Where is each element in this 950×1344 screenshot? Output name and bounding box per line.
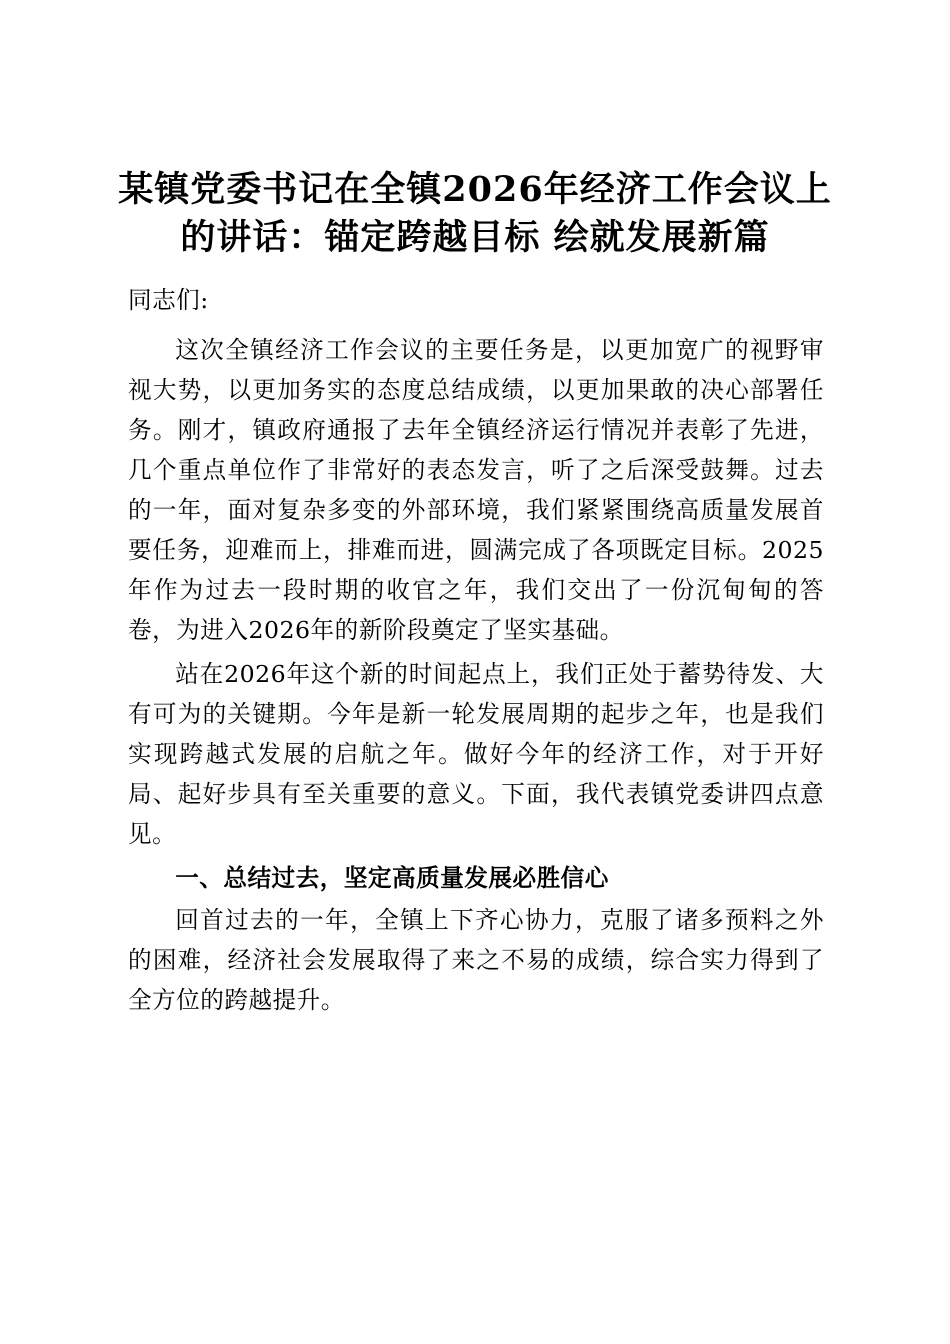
salutation: 同志们: (128, 286, 209, 314)
section-heading-1: 一、总结过去，坚定高质量发展必胜信心 (175, 864, 609, 892)
paragraph-intro: 这次全镇经济工作会议的主要任务是，以更加宽广的视野审视大势，以更加务实的态度总结成绩，以更加果敢的决心部署任务。刚才，镇政府通报了去年全镇经济运行情况并表彰了先进，几个重点单位作了非常好的表态发言，听了之后深受鼓舞。过去的一年，面对复杂多变的外部环境，我们紧紧围绕高质量发展首要任务，迎难而上，排难而进，圆满完成了各项既定目标。2025年作为过去一段时期的收官之年，我们交出了一份沉甸甸的答卷，为进入2026年的新阶段奠定了坚实基础。 (128, 336, 824, 644)
document-title (100, 166, 850, 262)
document-body (128, 280, 824, 1024)
title-line-2: 的讲话：锚定跨越目标 绘就发展新篇 (180, 217, 770, 258)
paragraph-section-1: 回首过去的一年，全镇上下齐心协力，克服了诸多预料之外的困难，经济社会发展取得了来之不易的成绩，综合实力得到了全方位的跨越提升。 (128, 906, 824, 1014)
paragraph-outlook: 站在2026年这个新的时间起点上，我们正处于蓄势待发、大有可为的关键期。今年是新一轮发展周期的起步之年，也是我们实现跨越式发展的启航之年。做好今年的经济工作，对于开好局、起好步具有至关重要的意义。下面，我代表镇党委讲四点意见。 (128, 660, 824, 848)
title-line-1: 某镇党委书记在全镇2026年经济工作会议上 (118, 169, 832, 210)
